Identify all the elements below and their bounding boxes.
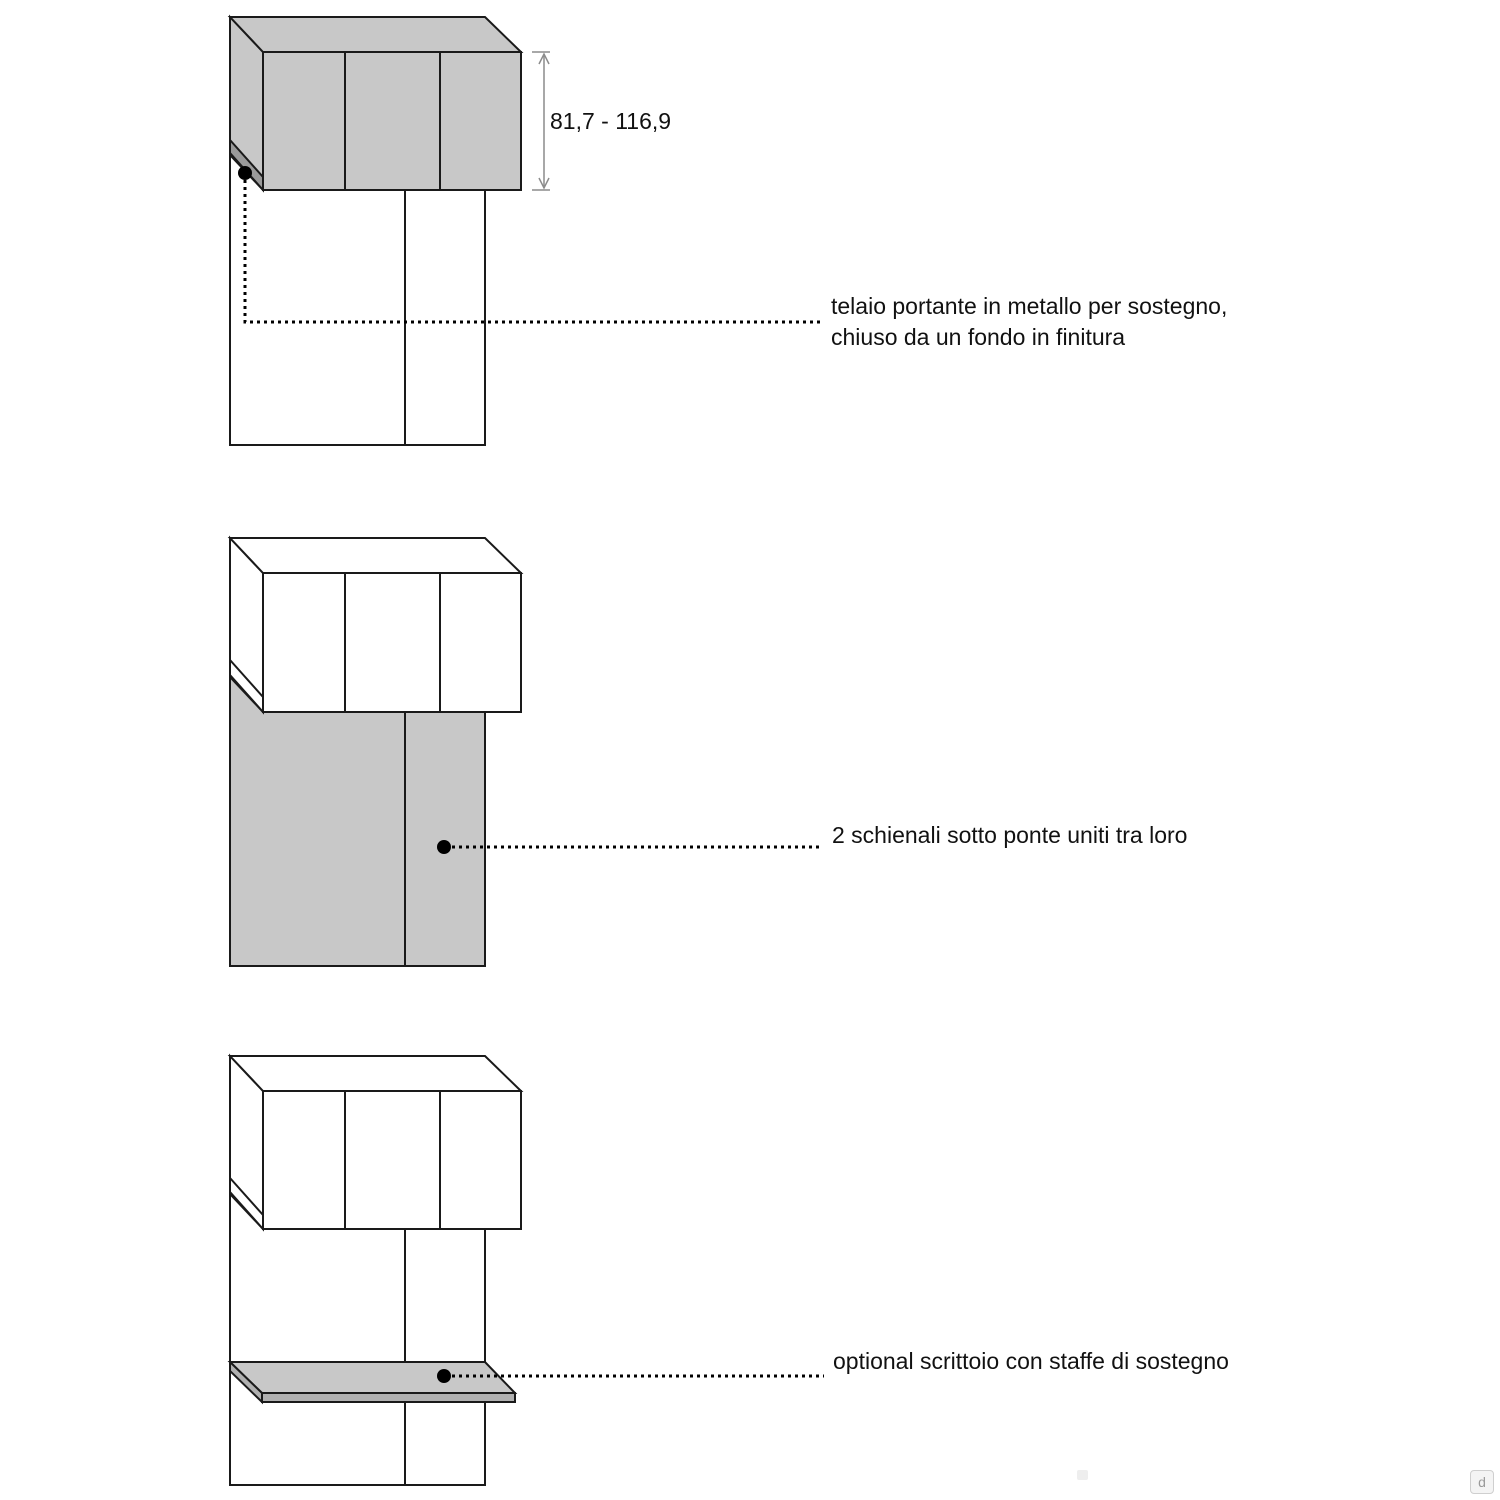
desk-front-edge bbox=[262, 1393, 515, 1402]
faint-watermark-mark bbox=[1077, 1470, 1088, 1480]
desk-top-surface bbox=[230, 1362, 515, 1393]
callout-1-label bbox=[831, 293, 1234, 350]
diagram-1-frame-highlight bbox=[230, 17, 521, 445]
callout-2-leader bbox=[437, 840, 823, 854]
upper-cabinet-top bbox=[230, 538, 521, 573]
upper-cabinet-top bbox=[230, 17, 521, 52]
callout-2-dot bbox=[437, 840, 451, 854]
callout-3-dot bbox=[437, 1369, 451, 1383]
brand-badge-icon: d bbox=[1470, 1470, 1494, 1494]
dimension-label: 81,7 - 116,9 bbox=[550, 108, 672, 134]
height-dimension bbox=[532, 52, 550, 190]
callout-2-label: 2 schienali sotto ponte uniti tra loro bbox=[832, 822, 1188, 848]
callout-1-label-line-2: chiuso da un fondo in finitura bbox=[831, 324, 1126, 350]
upper-cabinet-front bbox=[263, 52, 521, 190]
diagram-2-back-panels-highlight bbox=[230, 538, 521, 966]
callout-1-label-line-1: telaio portante in metallo per sostegno, bbox=[831, 293, 1228, 319]
lower-back-panel bbox=[230, 150, 485, 445]
upper-cabinet-front bbox=[263, 573, 521, 712]
callout-1-dot bbox=[238, 166, 252, 180]
diagram-3-desk-highlight bbox=[230, 1056, 521, 1485]
upper-cabinet-front bbox=[263, 1091, 521, 1229]
upper-cabinet-top bbox=[230, 1056, 521, 1091]
callout-3-label: optional scrittoio con staffe di sostegno bbox=[833, 1348, 1229, 1374]
lower-back-panel bbox=[230, 1195, 485, 1485]
lower-back-panel-highlighted bbox=[230, 675, 485, 966]
